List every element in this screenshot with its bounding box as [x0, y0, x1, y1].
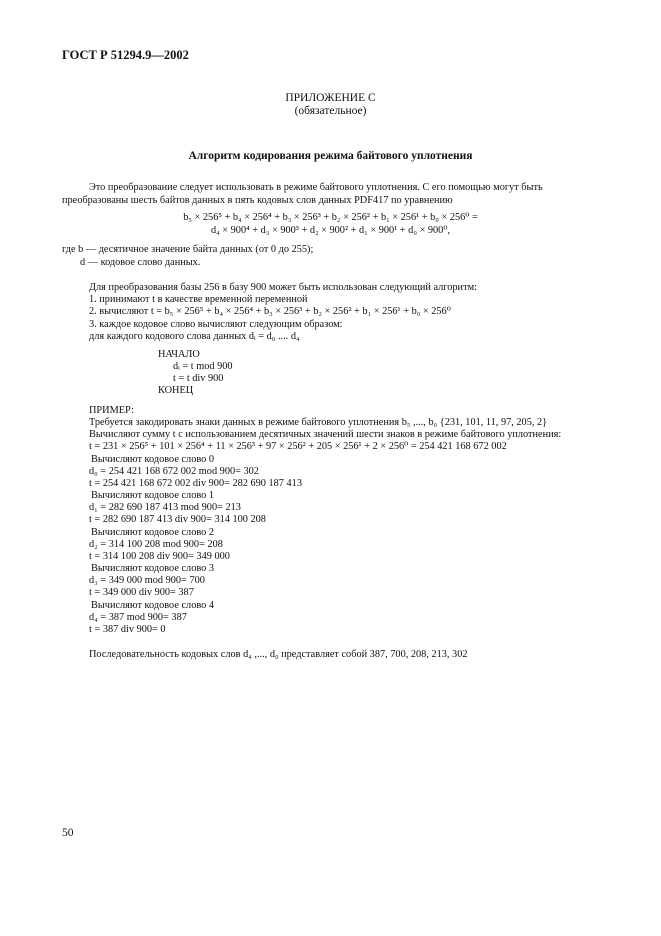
codeword-heading: Вычисляют кодовое слово 4	[91, 600, 214, 611]
section-title: Алгоритм кодирования режима байтового уплотнения	[188, 150, 473, 162]
codeword-heading: Вычисляют кодовое слово 0	[91, 454, 214, 465]
equation-line-2: d₄ × 900⁴ + d₃ × 900³ + d₂ × 900² + d₁ × 900¹ + d₀ × 900⁰,	[210, 225, 451, 236]
codeword-d-value: d₃ = 349 000 mod 900= 700	[89, 575, 205, 586]
equation-line-1: b₅ × 256⁵ + b₄ × 256⁴ + b₃ × 256³ + b₂ × 256² + b₁ × 256¹ + b₀ × 256⁰ =	[183, 212, 478, 223]
algorithm-intro: Для преобразования базы 256 в базу 900 может быть использован следующий алгоритм:	[89, 282, 477, 293]
algorithm-statement-2: t = t div 900	[173, 373, 224, 384]
codeword-heading: Вычисляют кодовое слово 3	[91, 563, 214, 574]
example-label: ПРИМЕР:	[89, 405, 135, 416]
appendix-heading	[0, 92, 661, 118]
codeword-t-value: t = 282 690 187 413 div 900= 314 100 208	[89, 514, 266, 525]
algorithm-for-clause: для каждого кодового слова данных dᵢ = d₀ .... d₄	[89, 331, 300, 342]
standard-header: ГОСТ Р 51294.9—2002	[62, 48, 189, 62]
where-d-definition: d — кодовое слово данных.	[80, 257, 201, 268]
codeword-d-value: d₂ = 314 100 208 mod 900= 208	[89, 539, 223, 550]
intro-line-2: преобразованы шесть байтов данных в пять кодовых слов данных PDF417 по уравнению	[62, 195, 453, 206]
codeword-t-value: t = 349 000 div 900= 387	[89, 587, 194, 598]
where-b-definition: где b — десятичное значение байта данных (от 0 до 255);	[62, 244, 314, 255]
codeword-t-value: t = 387 div 900= 0	[89, 624, 166, 635]
codeword-d-value: d₄ = 387 mod 900= 387	[89, 612, 187, 623]
algorithm-begin: НАЧАЛО	[158, 349, 200, 360]
algorithm-step-2: 2. вычисляют t = b₅ × 256⁵ + b₄ × 256⁴ + b₃ × 256³ + b₂ × 256² + b₁ × 256¹ + b₀ × 256⁰	[89, 306, 451, 317]
codeword-heading: Вычисляют кодовое слово 1	[91, 490, 214, 501]
codeword-d-value: d₀ = 254 421 168 672 002 mod 900= 302	[89, 466, 259, 477]
example-sum-intro: Вычисляют сумму t с использованием десятичных значений шести знаков в режиме байтового уплотнения:	[89, 429, 562, 440]
appendix-status: (обязательное)	[294, 105, 367, 117]
algorithm-end: КОНЕЦ	[158, 385, 194, 396]
intro-line-1: Это преобразование следует использовать в режиме байтового уплотнения. С его помощью могут быть	[89, 182, 543, 193]
codeword-t-value: t = 314 100 208 div 900= 349 000	[89, 551, 230, 562]
codeword-heading: Вычисляют кодовое слово 2	[91, 527, 214, 538]
algorithm-statement-1: dᵢ = t mod 900	[173, 361, 233, 372]
algorithm-step-3: 3. каждое кодовое слово вычисляют следующим образом:	[89, 319, 343, 330]
example-result: Последовательность кодовых слов d₄ ,..., d₀ представляет собой 387, 700, 208, 213, 302	[89, 649, 468, 660]
algorithm-step-1: 1. принимают t в качестве временной переменной	[89, 294, 308, 305]
example-sum: t = 231 × 256⁵ + 101 × 256⁴ + 11 × 256³ + 97 × 256² + 205 × 256¹ + 2 × 256⁰ = 254 421 168 672 002	[89, 441, 507, 452]
appendix-label: ПРИЛОЖЕНИЕ С	[285, 92, 376, 104]
codeword-d-value: d₁ = 282 690 187 413 mod 900= 213	[89, 502, 241, 513]
page-number: 50	[62, 827, 74, 839]
example-task: Требуется закодировать знаки данных в режиме байтового уплотнения b₅ ,..., b₀ {231, 101, 11, 97, 205, 2}	[89, 417, 548, 428]
codeword-t-value: t = 254 421 168 672 002 div 900= 282 690 187 413	[89, 478, 302, 489]
